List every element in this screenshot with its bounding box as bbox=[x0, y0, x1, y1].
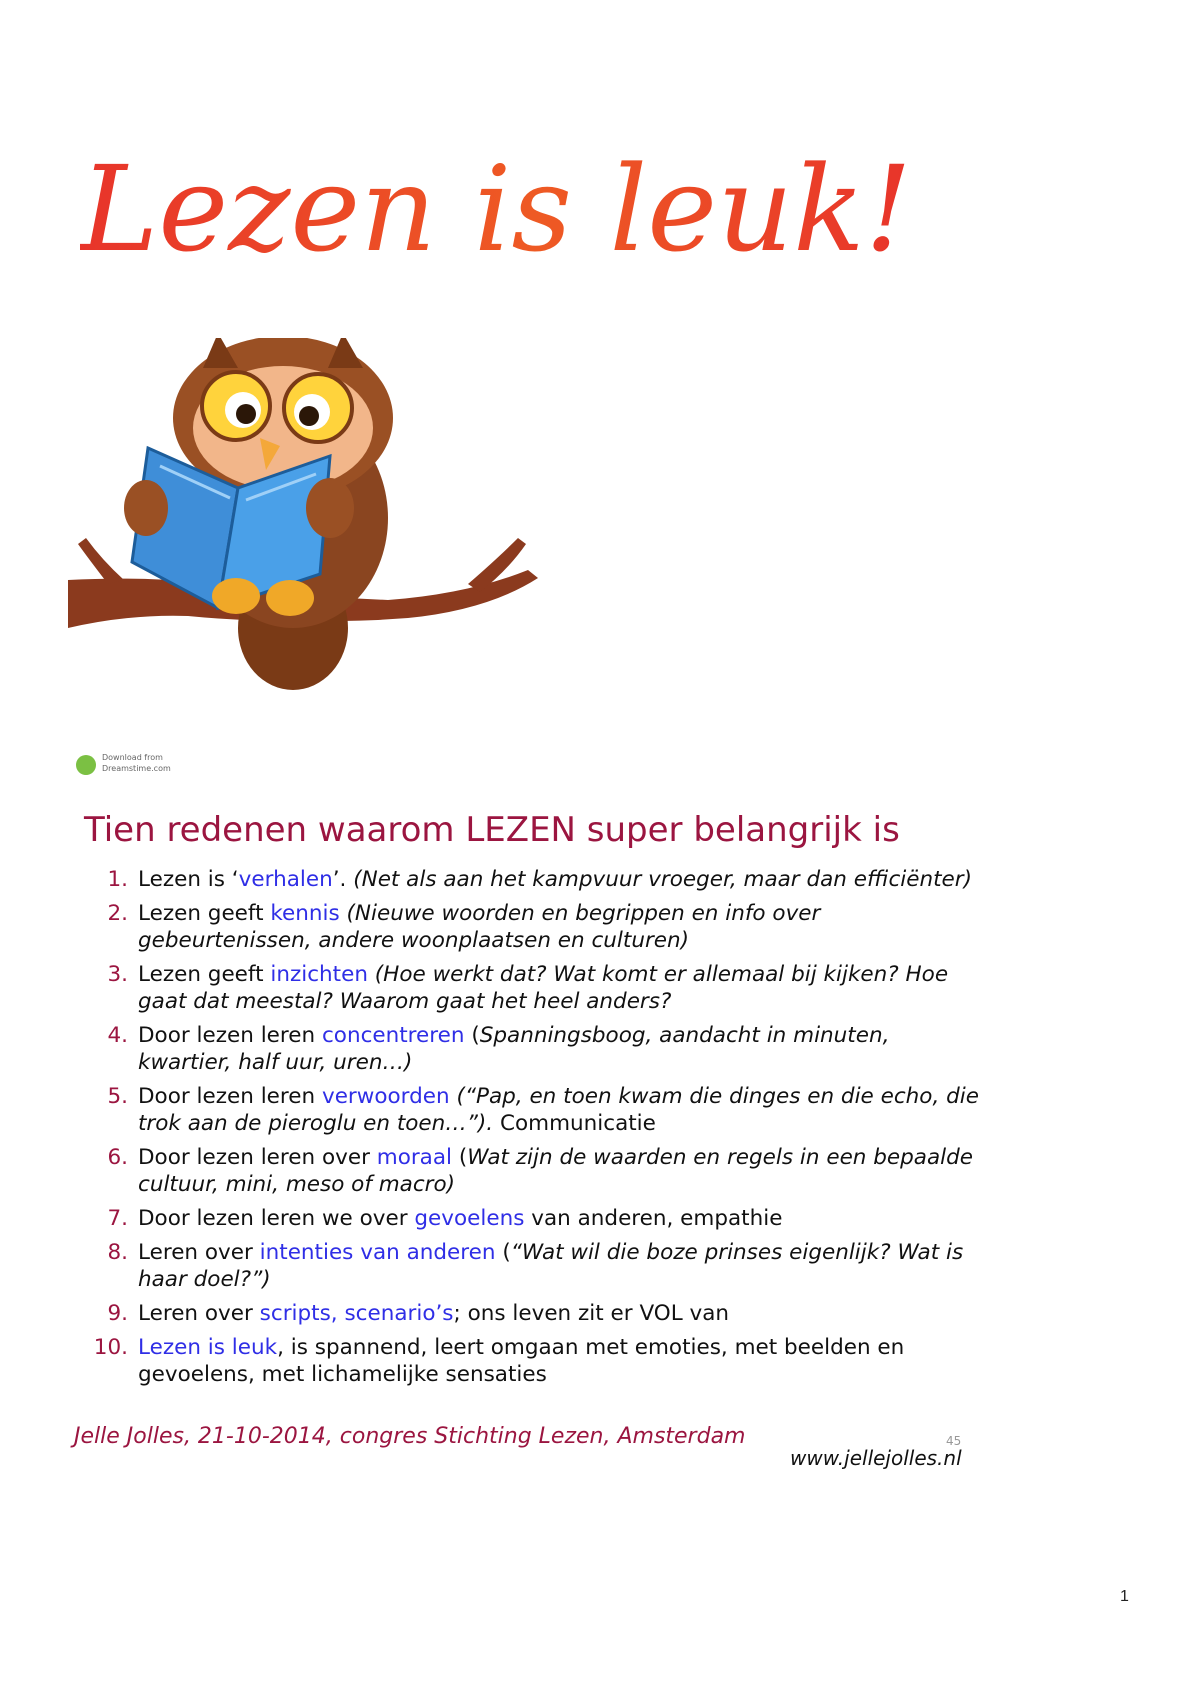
reason-italic: (Hoe werkt dat? Wat komt er allemaal bij kijken? Hoe gaat dat meestal? Waarom gaat het heel anders? bbox=[138, 962, 949, 1014]
reason-text bbox=[340, 901, 347, 926]
watermark-line2: Dreamstime.com bbox=[102, 764, 171, 773]
reason-text bbox=[368, 962, 375, 987]
reason-italic: (“Pap, en toen kwam die dinges en die echo, die trok aan de pieroglu en toen…”). bbox=[138, 1084, 979, 1136]
reason-item bbox=[84, 1300, 984, 1327]
reason-highlight: moraal bbox=[376, 1145, 453, 1170]
reason-item bbox=[84, 1334, 984, 1388]
owl-svg bbox=[68, 338, 548, 786]
reason-highlight: concentreren bbox=[321, 1023, 465, 1048]
reason-text: Leren over bbox=[138, 1301, 260, 1326]
reason-text: ; ons leven zit er VOL van bbox=[453, 1301, 730, 1326]
title-text: Lezen is leuk! bbox=[80, 140, 912, 278]
section-heading: Tien redenen waarom LEZEN super belangrijk is bbox=[84, 810, 900, 850]
reason-text: Door lezen leren over bbox=[138, 1145, 377, 1170]
page-title bbox=[80, 130, 980, 290]
reason-text: Lezen is ‘ bbox=[138, 867, 239, 892]
reason-italic: (Net als aan het kampvuur vroeger, maar dan efficiënter) bbox=[353, 867, 973, 892]
reason-number: 1. bbox=[107, 867, 128, 892]
slide-number: 45 bbox=[946, 1434, 962, 1448]
owl-illustration bbox=[68, 338, 548, 786]
reason-item bbox=[84, 1144, 984, 1198]
reason-number: 3. bbox=[107, 962, 128, 987]
reasons-list bbox=[84, 866, 984, 1395]
reason-italic: Spanningsboog, aandacht in minuten, kwartier, half uur, uren…) bbox=[138, 1023, 890, 1075]
reason-text: Door lezen leren bbox=[138, 1084, 322, 1109]
reason-item bbox=[84, 1205, 984, 1232]
reason-highlight: Lezen is leuk bbox=[138, 1335, 278, 1360]
reason-number: 4. bbox=[107, 1023, 128, 1048]
reason-italic: (Nieuwe woorden en begrippen en info over gebeurtenissen, andere woonplaatsen en culturen) bbox=[138, 901, 821, 953]
reason-text: Leren over bbox=[138, 1240, 260, 1265]
reason-highlight: inzichten bbox=[270, 962, 368, 987]
website-link[interactable]: www.jellejolles.nl bbox=[790, 1446, 962, 1470]
reason-text: ( bbox=[452, 1145, 468, 1170]
watermark-badge bbox=[76, 753, 196, 779]
reason-text: Door lezen leren we over bbox=[138, 1206, 415, 1231]
reason-item bbox=[84, 900, 984, 954]
reason-item bbox=[84, 866, 984, 893]
reason-highlight: gevoelens bbox=[414, 1206, 525, 1231]
reason-text: ’. bbox=[332, 867, 354, 892]
page-number: 1 bbox=[1120, 1588, 1129, 1605]
reason-text: Door lezen leren bbox=[138, 1023, 322, 1048]
watermark-line1: Download from bbox=[102, 753, 163, 762]
download-badge-icon bbox=[76, 755, 96, 775]
reason-highlight: scripts, scenario’s bbox=[259, 1301, 454, 1326]
reason-number: 10. bbox=[93, 1335, 128, 1360]
reason-text: ( bbox=[464, 1023, 480, 1048]
reason-italic: “Wat wil die boze prinses eigenlijk? Wat is haar doel?”) bbox=[138, 1240, 964, 1292]
reason-highlight: verwoorden bbox=[321, 1084, 450, 1109]
title-svg bbox=[80, 130, 980, 290]
attribution: Jelle Jolles, 21-10-2014, congres Stichting Lezen, Amsterdam bbox=[74, 1424, 746, 1449]
reason-number: 9. bbox=[107, 1301, 128, 1326]
reason-italic: Wat zijn de waarden en regels in een bepaalde cultuur, mini, meso of macro) bbox=[138, 1145, 973, 1197]
reason-text: van anderen, empathie bbox=[524, 1206, 783, 1231]
reason-text: ( bbox=[495, 1240, 511, 1265]
reason-text: Lezen geeft bbox=[138, 901, 271, 926]
reason-item bbox=[84, 1083, 984, 1137]
reason-text: , is spannend, leert omgaan met emoties, met beelden en gevoelens, met lichamelijke sensaties bbox=[138, 1335, 905, 1387]
reason-text: Communicatie bbox=[493, 1111, 656, 1136]
reason-item bbox=[84, 1022, 984, 1076]
reason-text: Lezen geeft bbox=[138, 962, 271, 987]
reason-item bbox=[84, 1239, 984, 1293]
reason-number: 8. bbox=[107, 1240, 128, 1265]
reason-highlight: verhalen bbox=[238, 867, 333, 892]
reason-item bbox=[84, 961, 984, 1015]
reason-number: 7. bbox=[107, 1206, 128, 1231]
reason-highlight: intenties van anderen bbox=[259, 1240, 496, 1265]
reason-number: 2. bbox=[107, 901, 128, 926]
reason-number: 6. bbox=[107, 1145, 128, 1170]
reason-highlight: kennis bbox=[270, 901, 340, 926]
reason-number: 5. bbox=[107, 1084, 128, 1109]
